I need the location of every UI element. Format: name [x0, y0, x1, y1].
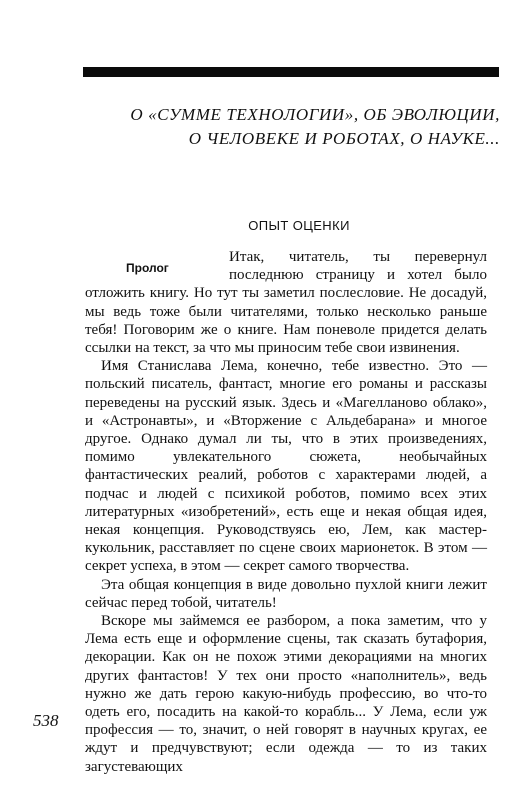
margin-spacer	[85, 248, 229, 282]
top-rule	[83, 67, 499, 77]
body-text	[85, 248, 487, 776]
paragraph-3: Эта общая концепция в виде довольно пухлой книги лежит сейчас перед тобой, читатель!	[85, 576, 487, 611]
section-title: ОПЫТ ОЦЕНКИ	[248, 218, 350, 233]
chapter-heading-line-2: О ЧЕЛОВЕКЕ И РОБОТАХ, О НАУКЕ...	[188, 129, 500, 148]
paragraph-2: Имя Станислава Лема, конечно, тебе известно. Это — польский писатель, фантаст, многие его романы и рассказы переведены на русский язык. Здесь и «Магелланово облако», и «Астронавты», и «Вторжение с Альдебарана» и многое другое. Однако думал ли ты, что в этих произведениях, помимо увлекательного сюжета, необычайных фантастических реалий, роботов с характерами людей, а подчас и людей с психикой роботов, помимо всех этих литературных «изобретений», есть еще и некая общая идея, некая концепция. Руководствуясь ею, Лем, как мастер-кукольник, расставляет по сцене своих марионеток. В этом — секрет успеха, в этом — секрет самого творчества.	[85, 358, 487, 575]
chapter-heading-line-1: О «СУММЕ ТЕХНОЛОГИИ», ОБ ЭВОЛЮЦИИ,	[130, 105, 500, 124]
chapter-heading	[100, 103, 500, 151]
page-number: 538	[33, 711, 59, 730]
paragraph-1: Итак, читатель, ты перевернул последнюю страницу и хотел было отложить книгу. Но тут ты заметил послесловие. Не досадуй, мы ведь тоже были читателями, только несколько раньше тебя! Поговорим же о книге. Нам поневоле придется делать ссылки на текст, за что мы приносим тебе свои извинения.	[85, 249, 487, 357]
prologue-label: Пролог	[126, 261, 169, 275]
paragraph-4: Вскоре мы займемся ее разбором, а пока заметим, что у Лема есть еще и оформление сцены, так сказать бутафория, декорации. Как он не похож этими декорациями на многих других фантастов! У тех они просто «наполнитель», ведь нужно же дать герою какую-нибудь профессию, во что-то одеть его, посадить на какой-то корабль... У Лема, если уж профессия — то, значит, о ней говорят в научных кругах, ее ждут и предчувствуют; если одежда — то из таких загустевающих	[85, 613, 487, 775]
